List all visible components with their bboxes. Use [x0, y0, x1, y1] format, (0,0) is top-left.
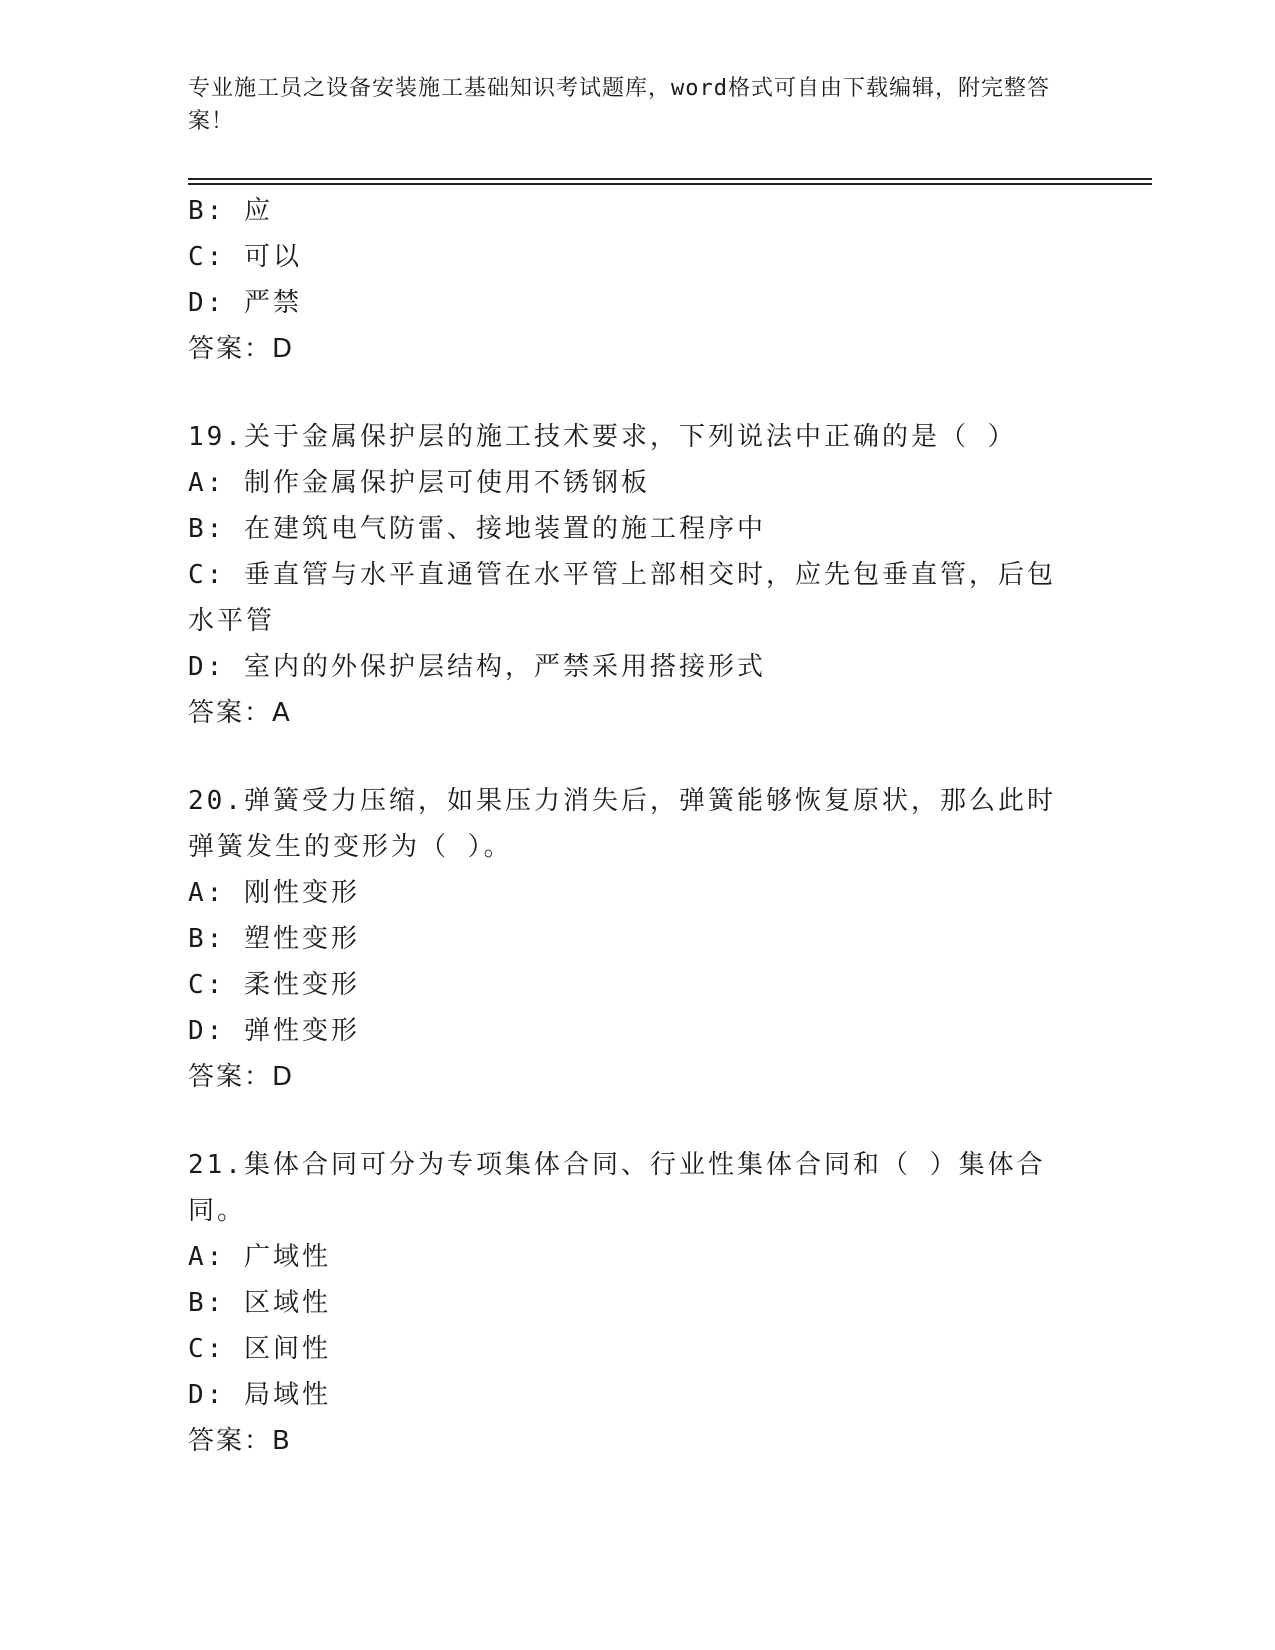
option-a: A: 制作金属保护层可使用不锈钢板: [188, 468, 650, 498]
question-stem: 21.集体合同可分为专项集体合同、行业性集体合同和（ ）集体合同。: [188, 1150, 1046, 1226]
option-c: C: 垂直管与水平直通管在水平管上部相交时，应先包垂直管，后包水平管: [188, 560, 1056, 636]
answer-line: 答案：A: [188, 698, 292, 728]
question-stem: 20.弹簧受力压缩，如果压力消失后，弹簧能够恢复原状，那么此时弹簧发生的变形为（ ）。: [188, 786, 1056, 862]
option-a: A: 广域性: [188, 1242, 331, 1272]
spacer: [188, 372, 1078, 414]
option-d: D: 局域性: [188, 1380, 331, 1410]
spacer: [188, 736, 1078, 778]
answer-line: 答案：D: [188, 1062, 295, 1092]
document-body: [188, 188, 1078, 1464]
option-a: A: 刚性变形: [188, 878, 360, 908]
option-d: D: 室内的外保护层结构，严禁采用搭接形式: [188, 652, 766, 682]
option-b: B: 塑性变形: [188, 924, 360, 954]
option-d: D: 弹性变形: [188, 1016, 360, 1046]
option-c: C: 可以: [188, 242, 302, 272]
option-c: C: 区间性: [188, 1334, 331, 1364]
answer-line: 答案：B: [188, 1426, 292, 1456]
option-b: B: 在建筑电气防雷、接地装置的施工程序中: [188, 514, 766, 544]
answer-line: 答案：D: [188, 334, 295, 364]
option-d: D: 严禁: [188, 288, 302, 318]
question-21: [188, 1142, 1078, 1464]
option-c: C: 柔性变形: [188, 970, 360, 1000]
question-fragment: [188, 188, 1078, 372]
question-19: [188, 414, 1078, 736]
option-b: B: 区域性: [188, 1288, 331, 1318]
header-divider-bottom: [188, 183, 1152, 185]
spacer: [188, 1100, 1078, 1142]
header-divider-top: [188, 178, 1152, 180]
option-b: B: 应: [188, 196, 273, 226]
question-20: [188, 778, 1078, 1100]
page-header: 专业施工员之设备安装施工基础知识考试题库，word格式可自由下载编辑，附完整答案！: [188, 76, 1050, 134]
question-stem: 19.关于金属保护层的施工技术要求，下列说法中正确的是（ ）: [188, 422, 1017, 452]
